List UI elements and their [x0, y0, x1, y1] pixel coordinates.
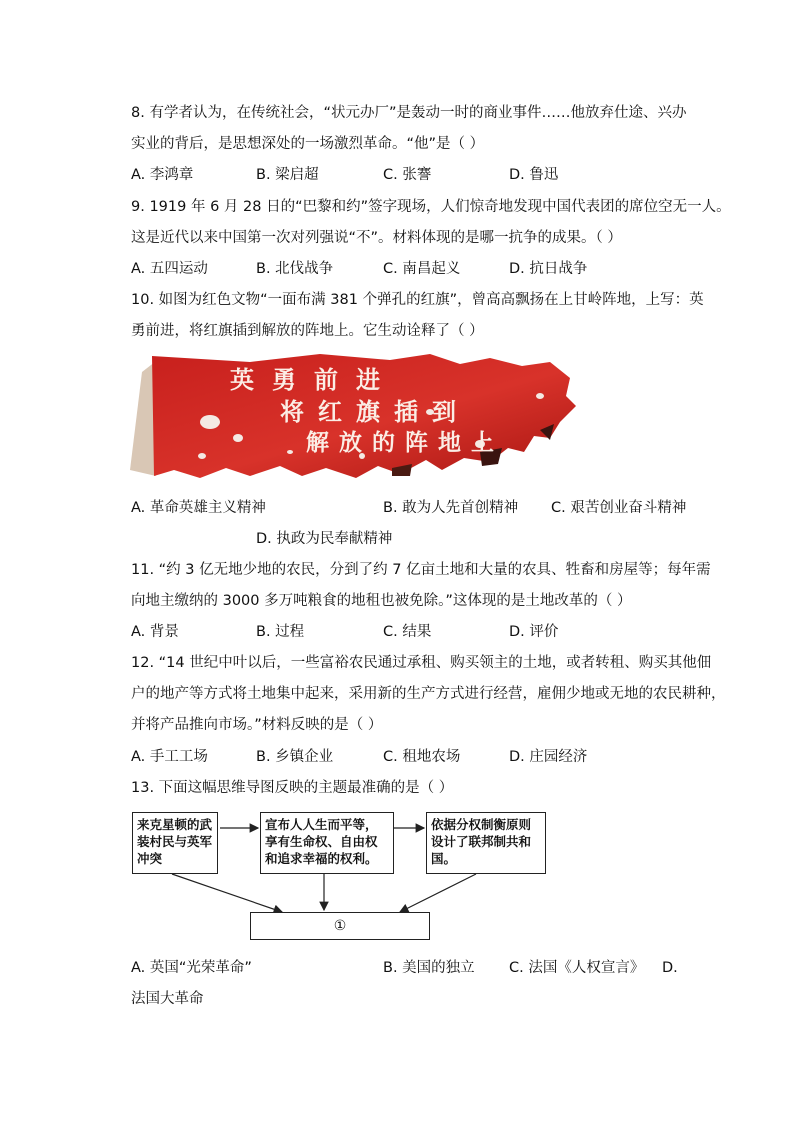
- q11-option-a[interactable]: A. 背景: [131, 624, 179, 640]
- q11-option-c[interactable]: C. 结果: [383, 624, 432, 640]
- q13-option-d[interactable]: D.: [662, 960, 678, 976]
- q12-option-b[interactable]: B. 乡镇企业: [256, 749, 334, 765]
- q11-stem-line1: 11. “约 3 亿无地少地的农民，分到了约 7 亿亩土地和大量的农具、牲畜和房屋等；每年需: [131, 562, 711, 578]
- q13-option-d-continued[interactable]: 法国大革命: [131, 991, 204, 1007]
- q12-stem-line3: 并将产品推向市场。”材料反映的是（ ）: [131, 717, 383, 733]
- q11-option-d[interactable]: D. 评价: [509, 624, 559, 640]
- mindmap-box-federal-republic: 依据分权制衡原则设计了联邦制共和国。: [426, 812, 546, 874]
- q12-stem-line1: 12. “14 世纪中叶以后，一些富裕农民通过承租、购买领主的土地，或者转租、购买其他佃: [131, 655, 712, 671]
- q11-stem-line2: 向地主缴纳的 3000 多万吨粮食的地租也被免除。”这体现的是土地改革的（ ）: [131, 593, 632, 609]
- q9-option-a[interactable]: A. 五四运动: [131, 261, 208, 277]
- q12-option-c[interactable]: C. 租地农场: [383, 749, 461, 765]
- q8-option-b[interactable]: B. 梁启超: [256, 167, 319, 183]
- q13-option-b[interactable]: B. 美国的独立: [383, 960, 475, 976]
- flag-text-line3: 解放的阵地上: [306, 430, 504, 456]
- q9-stem-line1: 9. 1919 年 6 月 28 日的“巴黎和约”签字现场，人们惊奇地发现中国代表团的席位空无一人。: [131, 199, 731, 215]
- mindmap-box-lexington: 来克星顿的武装村民与英军冲突: [132, 812, 218, 874]
- q10-option-b[interactable]: B. 敢为人先首创精神: [383, 500, 519, 516]
- q12-stem-line2: 户的地产等方式将土地集中起来，采用新的生产方式进行经营，雇佣少地或无地的农民耕种，: [131, 686, 726, 702]
- flag-text-line2: 将红旗插到: [280, 398, 470, 426]
- q9-option-d[interactable]: D. 抗日战争: [509, 261, 588, 277]
- q13-option-a[interactable]: A. 英国“光荣革命”: [131, 960, 252, 976]
- q13-stem-line1: 13. 下面这幅思维导图反映的主题最准确的是（ ）: [131, 780, 454, 796]
- q8-option-d[interactable]: D. 鲁迅: [509, 167, 559, 183]
- red-flag-illustration: [130, 352, 576, 480]
- q11-option-b[interactable]: B. 过程: [256, 624, 305, 640]
- q8-option-a[interactable]: A. 李鸿章: [131, 167, 194, 183]
- q9-stem-line2: 这是近代以来中国第一次对列强说“不”。材料体现的是哪一抗争的成果。（ ）: [131, 230, 622, 246]
- q8-option-c[interactable]: C. 张謇: [383, 167, 432, 183]
- q8-stem-line2: 实业的背后，是思想深处的一场激烈革命。“他”是（ ）: [131, 136, 485, 152]
- q9-option-c[interactable]: C. 南昌起义: [383, 261, 461, 277]
- flag-text-line1: 英勇前进: [230, 366, 398, 394]
- q12-option-a[interactable]: A. 手工工场: [131, 749, 208, 765]
- q10-option-a[interactable]: A. 革命英雄主义精神: [131, 500, 266, 516]
- q10-option-d[interactable]: D. 执政为民奉献精神: [256, 531, 393, 547]
- q9-option-b[interactable]: B. 北伐战争: [256, 261, 334, 277]
- red-flag-image: [130, 352, 576, 480]
- mindmap-box-declaration: 宣布人人生而平等，享有生命权、自由权和追求幸福的权利。: [260, 812, 394, 874]
- q10-stem-line2: 勇前进，将红旗插到解放的阵地上。它生动诠释了（ ）: [131, 323, 484, 339]
- q8-stem-line1: 8. 有学者认为，在传统社会，“状元办厂”是轰动一时的商业事件……他放弃仕途、兴办: [131, 105, 687, 121]
- mindmap-center-box: ①: [250, 912, 430, 940]
- q13-option-c[interactable]: C. 法国《人权宣言》: [509, 960, 645, 976]
- q10-option-c[interactable]: C. 艰苦创业奋斗精神: [551, 500, 687, 516]
- q12-option-d[interactable]: D. 庄园经济: [509, 749, 588, 765]
- q10-stem-line1: 10. 如图为红色文物“一面布满 381 个弹孔的红旗”，曾高高飘扬在上甘岭阵地，上写：英: [131, 292, 704, 308]
